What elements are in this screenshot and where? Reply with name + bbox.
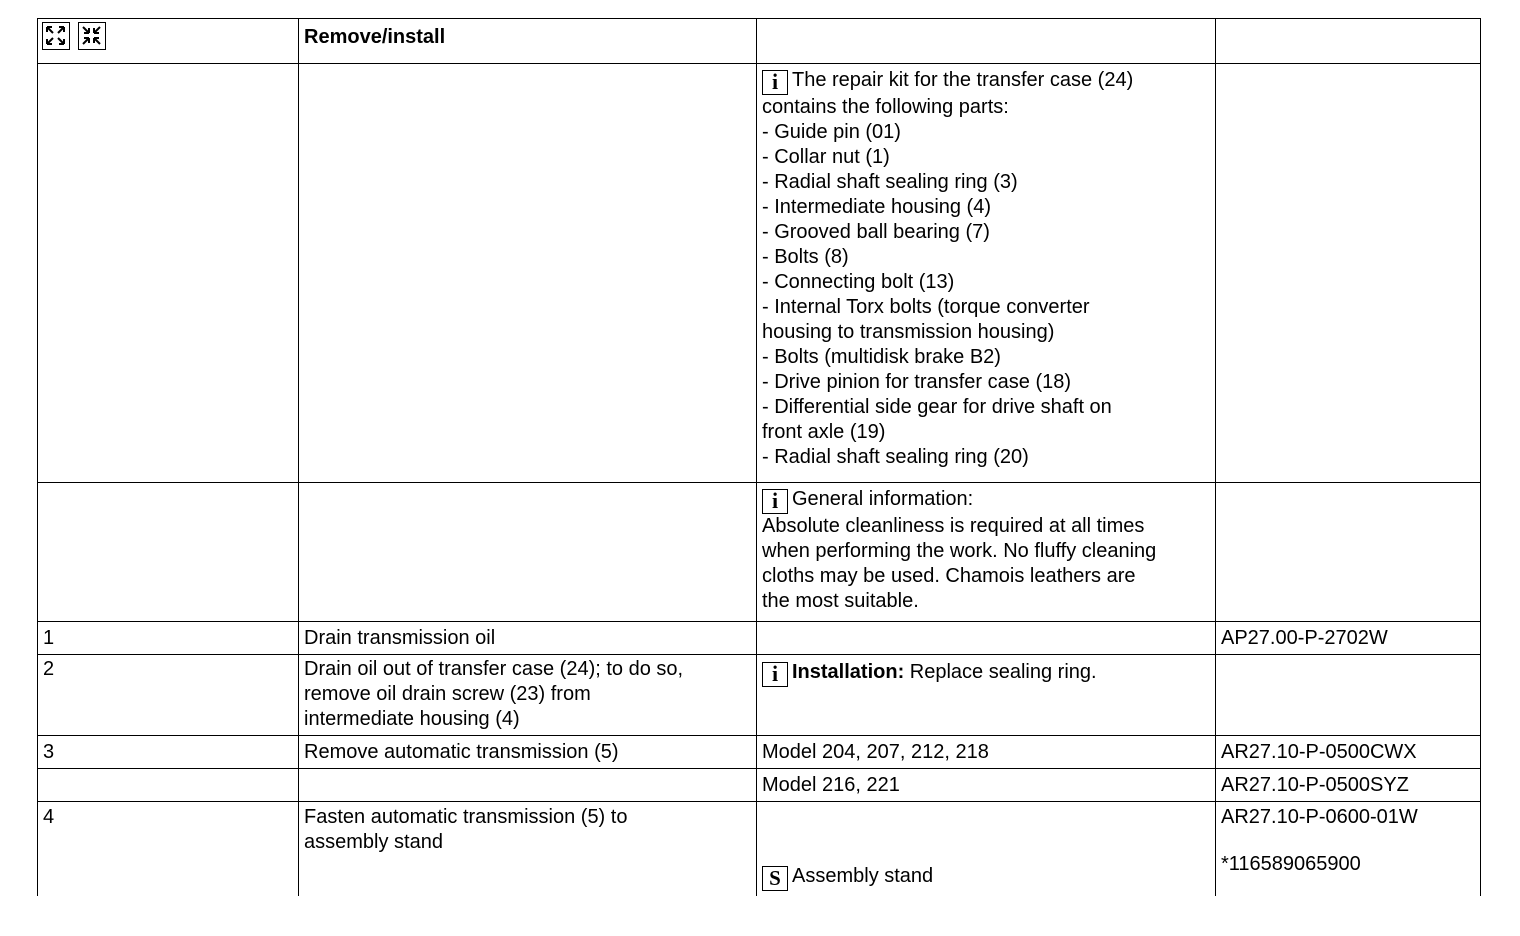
- list-item: housing to transmission housing): [762, 321, 1055, 343]
- step-number: 2: [38, 655, 299, 736]
- list-item: - Guide pin (01): [762, 121, 901, 143]
- general-info-text: when performing the work. No fluffy cleaning: [762, 540, 1157, 562]
- list-item: - Internal Torx bolts (torque converter: [762, 296, 1090, 318]
- repair-kit-heading: i The repair kit for the transfer case (24): [762, 68, 1210, 95]
- installation-note: [757, 655, 1216, 736]
- tool-cell: [757, 802, 1216, 896]
- document-reference-link[interactable]: AP27.00-P-2702W: [1216, 622, 1481, 655]
- list-item: front axle (19): [762, 421, 886, 443]
- document-reference-link[interactable]: AR27.10-P-0600-01W: [1221, 806, 1418, 828]
- installation-label: Installation:: [792, 661, 905, 683]
- tool-label: Assembly stand: [792, 865, 934, 887]
- list-item: - Drive pinion for transfer case (18): [762, 371, 1072, 393]
- reference-cell: [1216, 802, 1481, 896]
- info-icon: i: [762, 489, 788, 514]
- step-number: 4: [38, 802, 299, 896]
- title-cell: [299, 19, 757, 64]
- special-tool-icon: S: [762, 866, 788, 891]
- general-info-heading: i General information:: [762, 487, 1210, 514]
- list-item: - Radial shaft sealing ring (20): [762, 446, 1029, 468]
- info-icon: i: [762, 70, 788, 95]
- page-title: Remove/install: [304, 26, 446, 48]
- view-controls-cell: [38, 19, 299, 64]
- header-empty-cell: [1216, 19, 1481, 64]
- list-item: - Bolts (8): [762, 246, 849, 268]
- step-number: 3: [38, 736, 299, 769]
- tool-number-link[interactable]: *116589065900: [1221, 853, 1361, 875]
- list-item: - Grooved ball bearing (7): [762, 221, 990, 243]
- table-row: [38, 655, 1481, 736]
- model-variant: Model 216, 221: [757, 769, 1216, 802]
- list-item: - Radial shaft sealing ring (3): [762, 171, 1018, 193]
- general-info-text: Absolute cleanliness is required at all times: [762, 515, 1145, 537]
- table-row: [38, 736, 1481, 769]
- expand-icon[interactable]: [42, 22, 70, 50]
- header-row: [38, 19, 1481, 64]
- general-info-text: cloths may be used. Chamois leathers are: [762, 565, 1136, 587]
- info-icon: i: [762, 662, 788, 687]
- step-number: 1: [38, 622, 299, 655]
- list-item: - Bolts (multidisk brake B2): [762, 346, 1001, 368]
- step-description: Drain transmission oil: [299, 622, 757, 655]
- list-item: - Collar nut (1): [762, 146, 890, 168]
- step-description: Remove automatic transmission (5): [299, 736, 757, 769]
- table-row: [38, 622, 1481, 655]
- step-description: Fasten automatic transmission (5) to assembly stand: [299, 802, 757, 896]
- table-row: [38, 769, 1481, 802]
- general-info-row: [38, 483, 1481, 622]
- repair-kit-row: [38, 64, 1481, 483]
- procedure-table: [37, 18, 1481, 896]
- repair-kit-note: [757, 64, 1216, 483]
- list-item: - Differential side gear for drive shaft on: [762, 396, 1112, 418]
- general-info-note: [757, 483, 1216, 622]
- list-item: contains the following parts:: [762, 96, 1009, 118]
- header-empty-cell: [757, 19, 1216, 64]
- list-item: - Intermediate housing (4): [762, 196, 992, 218]
- model-variant: Model 204, 207, 212, 218: [757, 736, 1216, 769]
- document-reference-link[interactable]: AR27.10-P-0500SYZ: [1216, 769, 1481, 802]
- document-reference-link[interactable]: AR27.10-P-0500CWX: [1216, 736, 1481, 769]
- list-item: - Connecting bolt (13): [762, 271, 955, 293]
- table-row: [38, 802, 1481, 896]
- installation-text: Replace sealing ring.: [909, 661, 1097, 683]
- general-info-text: the most suitable.: [762, 590, 919, 612]
- step-description: Drain oil out of transfer case (24); to do so, remove oil drain screw (23) from intermediate housing (4): [299, 655, 757, 736]
- collapse-icon[interactable]: [78, 22, 106, 50]
